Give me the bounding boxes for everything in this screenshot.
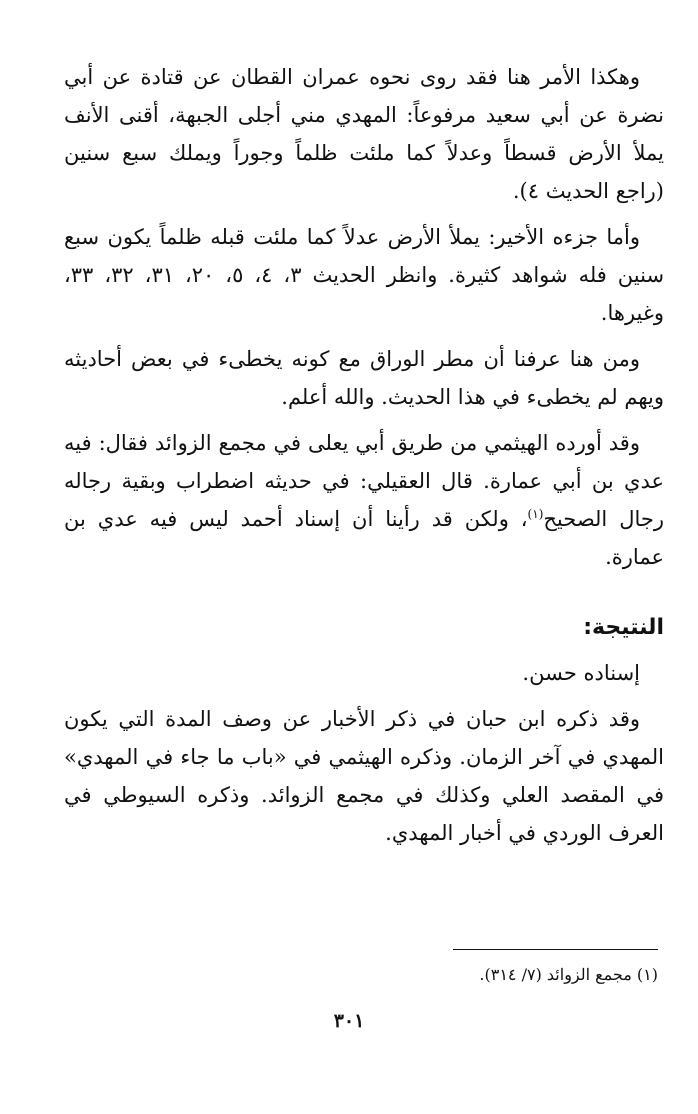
paragraph-3: ومن هنا عرفنا أن مطر الوراق مع كونه يخطىء في بعض أحاديثه ويهم لم يخطىء في هذا الحديث. والله أعلم. — [64, 347, 664, 409]
paragraph-5: إسناده حسن. — [522, 661, 640, 685]
footnote: (١) مجمع الزوائد (٧/ ٣١٤). — [479, 965, 658, 984]
paragraph-4 — [64, 424, 664, 576]
footnote-divider — [453, 949, 658, 950]
page-number: ٣٠١ — [333, 1010, 365, 1032]
paragraph-6: وقد ذكره ابن حبان في ذكر الأخبار عن وصف المدة التي يكون المهدي في آخر الزمان. وذكره الهيثمي في «باب ما جاء في المهدي» في المقصد العلي وكذلك في مجمع الزوائد. وذكره السيوطي في العرف الوردي في أخبار المهدي. — [64, 707, 664, 845]
paragraph-4-text-b: ، ولكن قد رأينا أن إسناد أحمد ليس فيه عدي بن عمارة. — [64, 507, 664, 569]
paragraph-4-text-a: وقد أورده الهيثمي من طريق أبي يعلى في مجمع الزوائد فقال: فيه عدي بن أبي عمارة. قال العقيلي: في حديثه اضطراب وبقية رجاله رجال الصحيح — [64, 431, 664, 531]
paragraph-2: وأما جزءه الأخير: يملأ الأرض عدلاً كما ملئت قبله ظلماً يكون سبع سنين فله شواهد كثيرة. وانظر الحديث ٣، ٤، ٥، ٢٠، ٣١، ٣٢، ٣٣، وغيرها. — [64, 225, 665, 325]
footnote-marker: (١) — [527, 507, 544, 521]
paragraph-1: وهكذا الأمر هنا فقد روى نحوه عمران القطان عن قتادة عن أبي نضرة عن أبي سعيد مرفوعاً: المهدي مني أجلى الجبهة، أقنى الأنف يملأ الأرض قسطاً وعدلاً كما ملئت ظلماً وجوراً ويملك سبع سنين (راجع الحديث ٤). — [64, 65, 664, 203]
result-heading: النتيجة: — [583, 615, 664, 640]
page-body — [64, 58, 664, 852]
